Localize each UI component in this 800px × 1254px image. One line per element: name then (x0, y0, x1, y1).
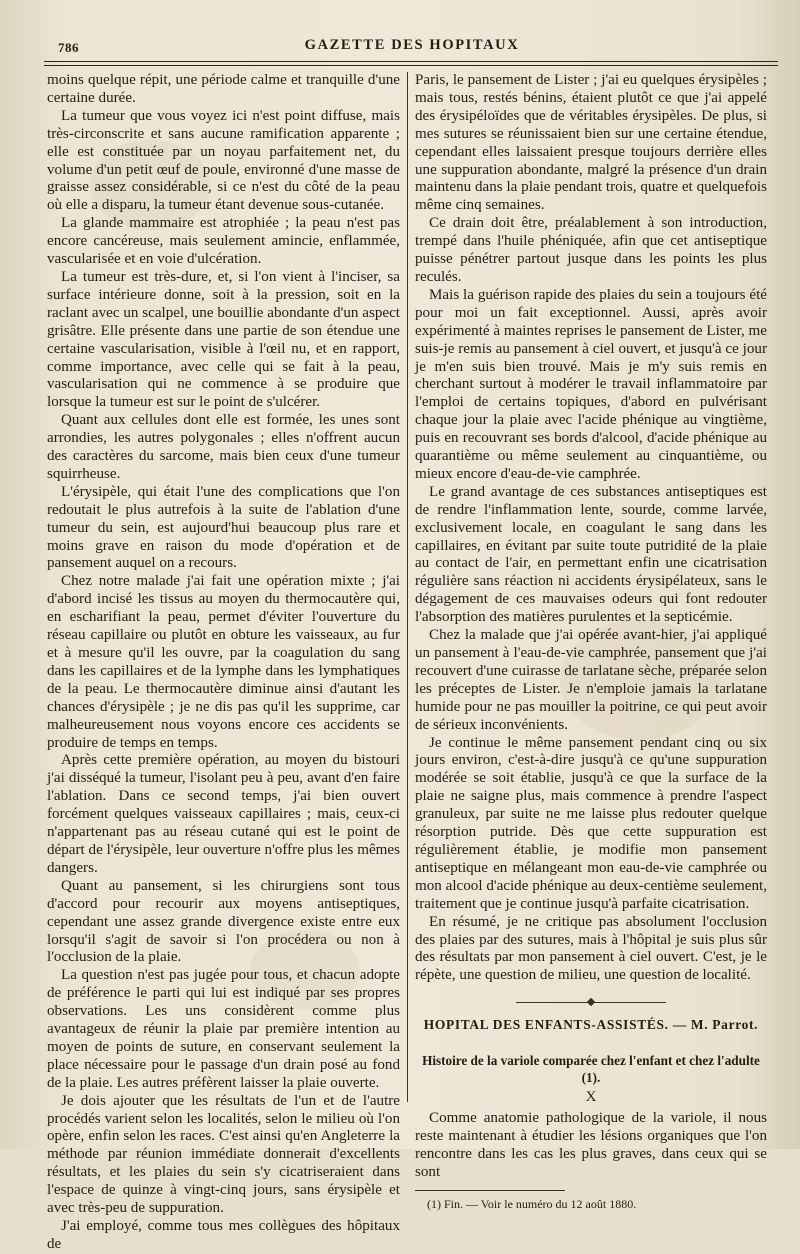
page-number: 786 (58, 40, 79, 55)
paragraph: Chez notre malade j'ai fait une opération mixte ; j'ai d'abord incisé les tissus au moyen du thermocautère qui, en escharifiant la peau, permet d'éviter l'ouverture du réseau capillaire ou plutôt en obture les vaisseaux, au fur et à mesure qu'il les ouvre, par la coagulation du sang dans les capillaires et de la lymphe dans les lymphatiques de la peau. Le thermocautère diminue ainsi d'autant les chances d'érysipèle ; je ne dis pas qu'il les supprime, car malheureusement nous voyons encore ces accidents se produire de temps en temps. (47, 573, 400, 751)
right-column (415, 72, 767, 1211)
paragraph: Paris, le pansement de Lister ; j'ai eu quelques érysipèles ; mais tous, restés bénins, étaient plutôt ce que j'ai appelé des érysipéloïdes que de véritables érysipèles. De plus, si mes sutures se réunissaient bien sur une certaine étendue, cependant elles laissaient presque toujours derrière elles une suppuration abondante, malgré la présence d'un drain maintenu dans la plaie pendant trois, quatre et quelquefois même cinq semaines. (415, 72, 767, 214)
footnote: (1) Fin. — Voir le numéro du 12 août 1880. (427, 1196, 637, 1211)
paragraph: Quant aux cellules dont elle est formée, les unes sont arrondies, les autres polygonales ; elles n'offrent aucun des caractères du sarcome, mais bien ceux d'une tumeur squirrheuse. (47, 412, 400, 482)
page-header (52, 34, 772, 60)
paragraph: Mais la guérison rapide des plaies du sein a toujours été pour moi un fait exceptionnel. Aussi, après avoir expérimenté à maintes reprises le pansement de Lister, me suis-je remis au pansement à ciel ouvert, et jusqu'à ce jour je m'en suis bien trouvé. Mais je m'y suis remis en cherchant surtout à modérer le travail inflammatoire par l'emploi de certains topiques, d'abord en pulvérisant chaque jour la plaie avec l'acide phénique au vingtième, puis en recouvrant ses bords d'alcool, d'acide phénique au quarantième ou même seulement au cinquantième, ou mieux encore d'eau-de-vie camphrée. (415, 286, 767, 482)
paragraph: Après cette première opération, au moyen du bistouri j'ai disséqué la tumeur, l'isolant peu à peu, avant d'en faire l'ablation. Dans ce second temps, j'ai bien ouvert forcément quelques vaisseaux capillaires ; mais, ceux-ci n'appartenant pas au réseau cutané qui est le point de départ de l'érysipèle, leur ouverture n'offre plus les mêmes dangers. (47, 752, 400, 876)
paragraph: moins quelque répit, une période calme et tranquille d'une certaine durée. (47, 72, 400, 106)
paragraph: La glande mammaire est atrophiée ; la peau n'est pas encore cancéreuse, mais seulement amincie, enflammée, vascularisée et en voie d'ulcération. (47, 215, 400, 268)
paragraph: Je continue le même pansement pendant cinq ou six jours environ, c'est-à-dire jusqu'à ce qu'une suppuration modérée se soit établie, jusqu'à ce que la surface de la plaie ne saigne plus, mais commence à prendre l'aspect granuleux, par suite ne me laisse plus redouter quelque résorption putride. Dès que cette suppuration est régulièrement établie, je modifie mon pansement antiseptique en mélangeant mon eau-de-vie camphrée ou mon alcool d'acide phénique au deux-centième seulement, traitement que je continue jusqu'à parfaite cicatrisation. (415, 734, 767, 912)
running-title: GAZETTE DES HOPITAUX (304, 37, 520, 53)
paragraph: Je dois ajouter que les résultats de l'un et de l'autre procédés varient selon les localités, selon le milieu où l'on opère, enfin selon les races. C'est ainsi qu'en Angleterre la méthode par réunion immédiate donnerait d'excellents résultats, et les plaies du sein s'y cicatriseraient dans l'espace de quinze à vingt-cinq jours, sans érysipèle et avec très-peu de suppuration. (47, 1092, 400, 1217)
article-paragraph: Comme anatomie pathologique de la variole, il nous reste maintenant à étudier les lésions organiques que l'on rencontre dans les cas les plus graves, dans ceux qui se sont (415, 1110, 767, 1180)
header-rule (44, 61, 778, 66)
paragraph: La question n'est pas jugée pour tous, et chacun adopte de préférence le parti qui lui est indiqué par ses propres observations. Les uns considèrent comme plus avantageux de réunir la plaie par première intention au moyen de points de suture, en conservant seulement la place nécessaire pour le passage d'un drain posé au fond de la plaie. Les autres préfèrent laisser la plaie ouverte. (47, 967, 400, 1091)
paragraph: La tumeur est très-dure, et, si l'on vient à l'inciser, sa surface intérieure donne, soit à la pression, soit en la raclant avec un scalpel, une bouillie abondante d'un aspect grisâtre. Elle présente dans une partie de son étendue une certaine vascularisation, visible à l'œil nu, et en rapport, comme importance, avec celle qui se fait à la peau, vascularisation qui ne commence à se produire que lorsque la tumeur est sur le point de s'ulcérer. (47, 268, 400, 411)
chapter-number: X (585, 1089, 597, 1106)
paragraph: Ce drain doit être, préalablement à son introduction, trempé dans l'huile phéniquée, afin que cet antiseptique puisse pénétrer partout jusque dans les points les plus reculés. (415, 215, 767, 285)
diamond-ornament-icon (587, 998, 595, 1006)
section-separator (516, 999, 666, 1006)
footnote-rule (415, 1190, 565, 1191)
paragraph: La tumeur que vous voyez ici n'est point diffuse, mais très-circonscrite et sans aucune ramification apparente ; elle est constituée par un noyau parfaitement net, du volume d'un petit œuf de poule, environné d'une masse de graisse assez considérable, si ce n'est du côté de la peau où elle a disparu, la tumeur étant devenue sous-cutanée. (47, 107, 400, 214)
paragraph: Le grand avantage de ces substances antiseptiques est de rendre l'inflammation lente, sourde, comme larvée, exclusivement locale, en coagulant le sang dans les capillaires, en évitant par suite toute putridité de la plaie au contact de l'air, en permettant enfin une cicatrisation régulière sans réaction ni accidents érysipélateux, sans le dégagement de ces mauvaises odeurs qui font redouter l'absorption des matières purulentes et la septicémie. (415, 483, 767, 626)
paragraph: En résumé, je ne critique pas absolument l'occlusion des plaies par des sutures, mais à l'hôpital je suis plus sûr des résultats par mon pansement à ciel ouvert. C'est, je le répète, une question de milieu, une question de localité. (415, 913, 767, 984)
paragraph: Chez la malade que j'ai opérée avant-hier, j'ai appliqué un pansement à l'eau-de-vie camphrée, pansement que j'ai recouvert d'une cuirasse de tarlatane sèche, préparée selon les préceptes de Lister. Je n'emploie jamais la tarlatane humide pour ne pas mouiller la poitrine, ce qui peut avoir de sérieux inconvénients. (415, 627, 767, 733)
column-divider (407, 72, 408, 1102)
left-column (47, 72, 400, 1252)
paragraph: L'érysipèle, qui était l'une des complications que l'on redoutait le plus autrefois à la suite de l'ablation d'une tumeur du sein, est aujourd'hui beaucoup plus rare et moins grave en raison du mode d'opération et de pansement auquel on a recours. (47, 483, 400, 572)
article-title: Histoire de la variole comparée chez l'enfant et chez l'adulte (1). (422, 1053, 760, 1086)
paragraph: Quant au pansement, si les chirurgiens sont tous d'accord pour recourir aux moyens antiseptiques, cependant une assez grande divergence existe entre eux lorsqu'il s'agit de savoir si l'on procédera ou non à l'occlusion de la plaie. (47, 877, 400, 966)
right-column-paragraphs (415, 72, 767, 985)
section-heading: HOPITAL DES ENFANTS-ASSISTÉS. — M. Parrot. (423, 1017, 759, 1033)
paragraph: J'ai employé, comme tous mes collègues des hôpitaux de (47, 1218, 400, 1252)
